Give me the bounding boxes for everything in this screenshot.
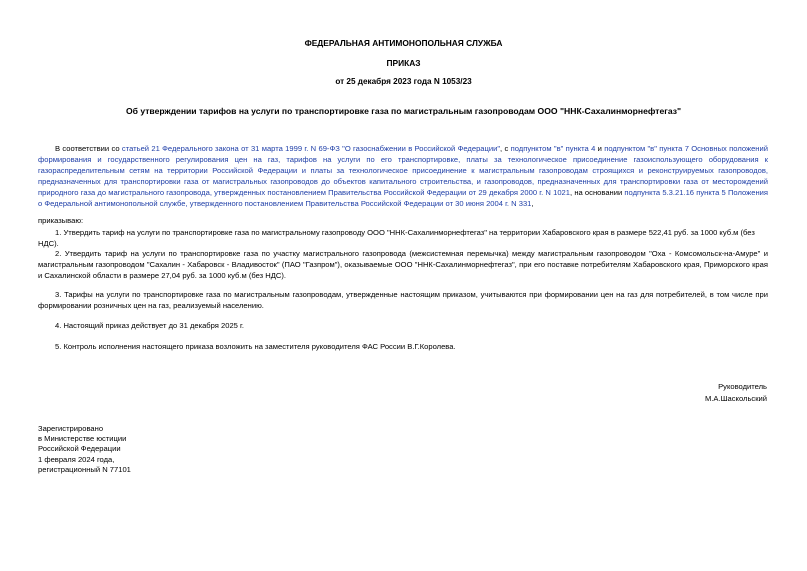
signature-position: Руководитель: [718, 382, 767, 391]
order-item-2: [38, 248, 768, 281]
order-item-3: [38, 289, 768, 311]
document-title: Об утверждении тарифов на услуги по транспортировке газа по магистральным газопроводам ООО "ННК-Сахалинморнефтегаз": [125, 106, 682, 116]
basic-provisions-link[interactable]: подпунктом "в" пункта 7 Основных положений формирования и государственного регулирования цен на газ, тарифов на услуги по его транспортировке, платы за технологическое присоединение газоиспользующего оборудования к газораспределительным сетям на территории Российской Федерации и платы за технологическое присоединение к магистральным газопроводам строящихся и реконструируемых газопроводов, предназначенных для транспортировки газа от магистральных газопроводов до объектов капитального строительства, и газопроводов, предназначенных для транспортировки газа от месторождений природного газа до магистрального газопровода, утвержденных постановлением Правительства Российской Федерации от 29 декабря 2000 г. N 1021: [38, 144, 768, 197]
order-item-4: [38, 320, 768, 331]
registration-block: [38, 424, 131, 475]
order-item-3-text: 3. Тарифы на услуги по транспортировке газа по магистральным газопроводам, утвержденные настоящим приказом, учитываются при формировании цен на газ для потребителей, в том числе при формировании розничных цен на газ, реализуемый населению.: [38, 290, 768, 310]
preamble-text-2: , с: [500, 144, 511, 153]
signature-block: [705, 381, 767, 405]
registration-line-1: Зарегистрировано: [38, 424, 104, 433]
order-word: приказываю:: [38, 216, 84, 225]
preamble-text-5: ,: [531, 199, 534, 208]
order-item-4-text: 4. Настоящий приказ действует до 31 декабря 2025 г.: [55, 321, 244, 330]
order-item-2-text: 2. Утвердить тариф на услуги по транспортировке газа по участку магистрального газопровода (межсистемная перемычка) между магистральным газопроводом "Оха - Комсомольск-на-Амуре" и магистральным газопроводом "Сахалин - Хабаровск - Владивосток" (ПАО "Газпром"), оказываемые ООО "ННК-Сахалинморнефтегаз", при его поставке потребителям Хабаровского края, Приморского края и Сахалинской области в размере 27,04 руб. за 1000 куб.м (без НДС).: [38, 249, 768, 280]
preamble-paragraph: [38, 143, 768, 209]
document-date-number: от 25 декабря 2023 года N 1053/23: [335, 77, 472, 86]
law-link[interactable]: статьей 21 Федерального закона от 31 марта 1999 г. N 69-ФЗ "О газоснабжении в Российской Федерации": [121, 144, 501, 153]
registration-line-3: Российской Федерации: [38, 444, 121, 454]
preamble-text-4: , на основании: [570, 188, 625, 197]
order-item-1-text: 1. Утвердить тариф на услуги по транспортировке газа по магистральному газопроводу ООО "ННК-Сахалинморнефтегаз" на территории Хабаровского края в размере 522,41 руб. за 1000 куб.м (без НДС).: [38, 228, 755, 248]
order-item-5-text: 5. Контроль исполнения настоящего приказа возложить на заместителя руководителя ФАС России В.Г.Королева.: [55, 342, 456, 351]
fas-regulation-link[interactable]: подпункта 5.3.21.16 пункта 5 Положения о Федеральной антимонопольной службе, утвержденного постановлением Правительства Российской Федерации от 30 июня 2004 г. N 331: [38, 188, 768, 208]
signature-name: М.А.Шаскольский: [704, 394, 767, 403]
agency-name: ФЕДЕРАЛЬНАЯ АНТИМОНОПОЛЬНАЯ СЛУЖБА: [304, 38, 503, 48]
order-item-1: [38, 227, 768, 249]
registration-line-5: регистрационный N 77101: [38, 464, 131, 474]
order-item-5: [38, 341, 768, 352]
registration-line-4: 1 февраля 2024 года,: [38, 454, 115, 464]
preamble-text-3: и: [595, 144, 605, 153]
document-type: ПРИКАЗ: [386, 58, 421, 68]
subpoint-4-link[interactable]: подпунктом "в" пункта 4: [510, 144, 596, 153]
registration-line-2: в Министерстве юстиции: [38, 434, 127, 444]
preamble-text-1: В соответствии со: [55, 144, 122, 153]
